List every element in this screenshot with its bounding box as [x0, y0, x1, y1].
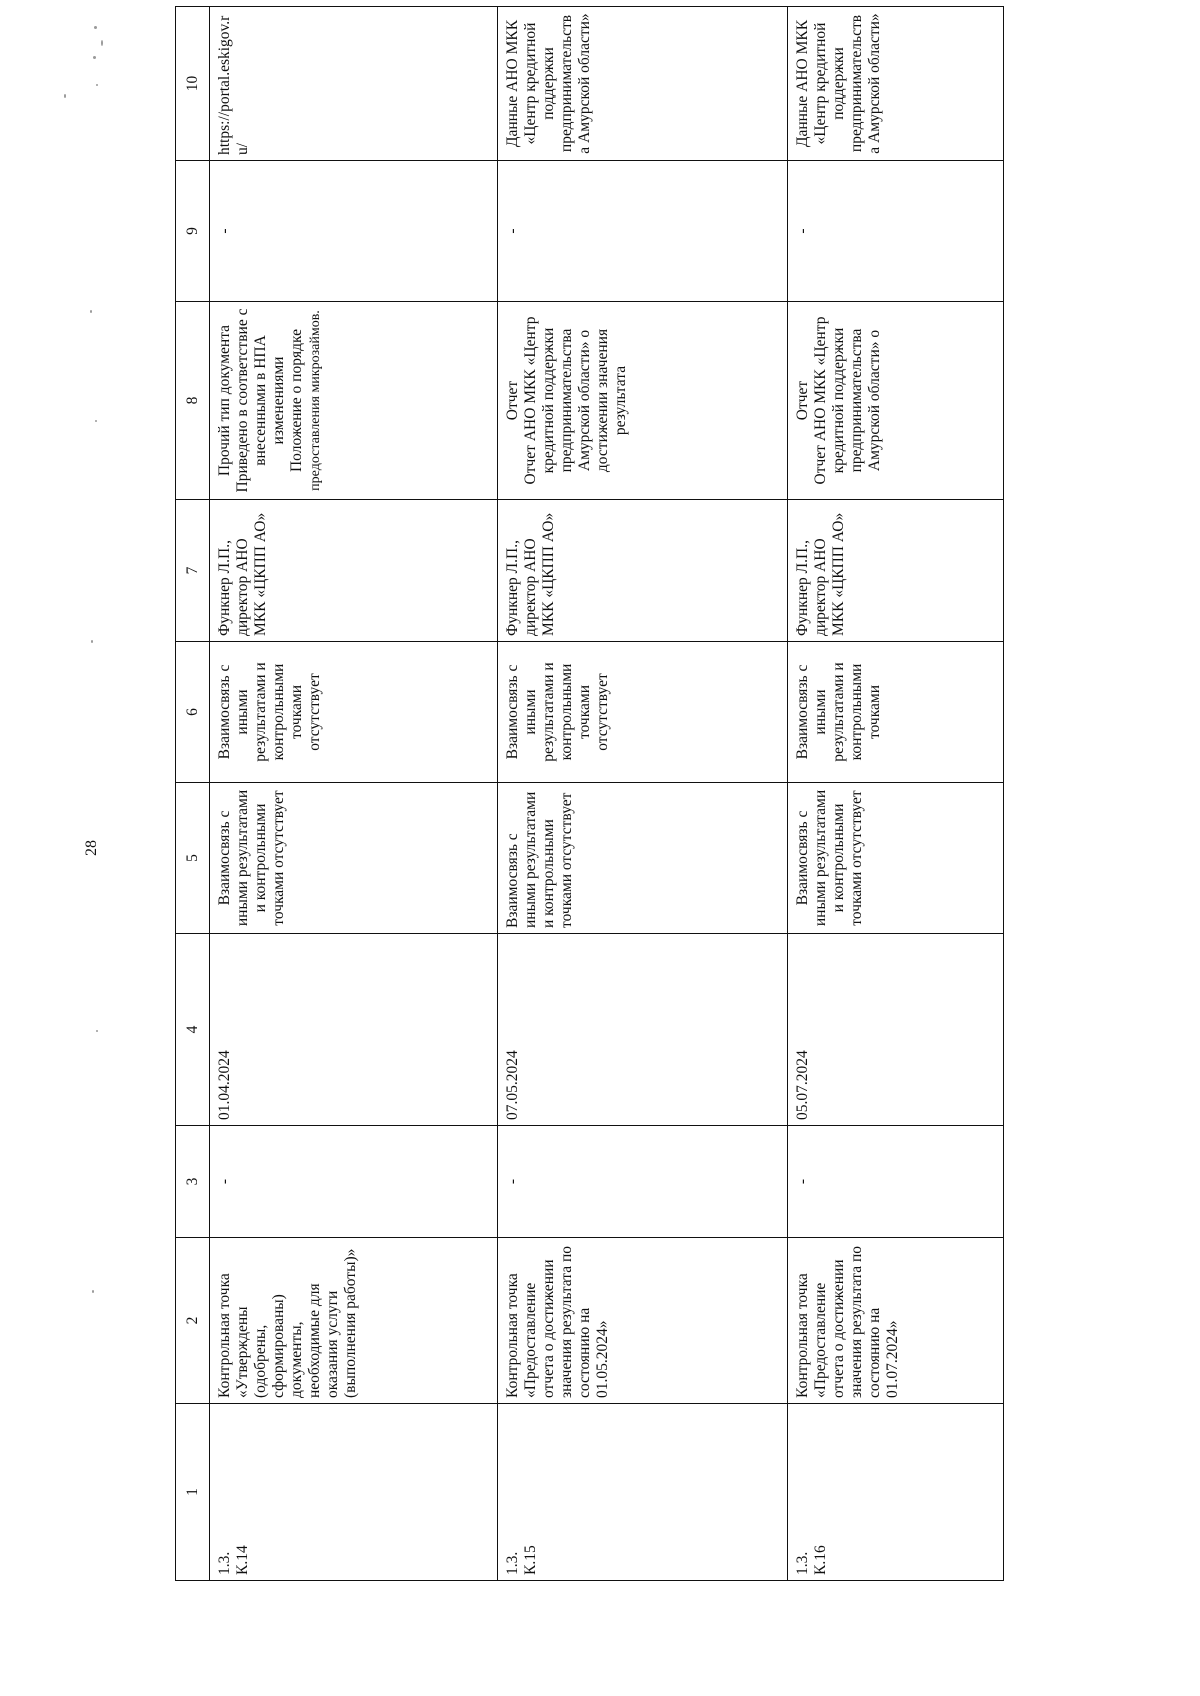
rotated-table-wrapper — [175, 13, 1003, 1581]
column-header: 4 — [176, 934, 210, 1126]
column-header: 9 — [176, 161, 210, 302]
cell-document: Отчет Отчет АНО МКК «Центр кредитной поддержки предпринимательства Амурской области» о достижении значения результата — [498, 302, 788, 500]
cell-responsible: Функнер Л.П., директор АНО МКК «ЦКПП АО» — [498, 500, 788, 642]
cell-name: Контрольная точка «Утверждены (одобрены, сформированы) документы, необходимые для оказания услуги (выполнения работы)» — [210, 1238, 498, 1404]
column-header: 3 — [176, 1126, 210, 1238]
cell-number: 1.3. К.15 — [498, 1404, 788, 1581]
column-header: 2 — [176, 1238, 210, 1404]
column-header: 5 — [176, 783, 210, 934]
table-row — [788, 7, 1004, 1581]
column-header: 10 — [176, 7, 210, 161]
table-row — [498, 7, 788, 1581]
cell-relation: Взаимосвязь с иными результатами и контрольными точками отсутствует — [210, 783, 498, 934]
cell-relation: Взаимосвязь с иными результатами и контрольными точками отсутствует — [498, 783, 788, 934]
cell-source: https://portal.eskigov.ru/ — [210, 7, 498, 161]
cell-name: Контрольная точка «Предоставление отчета о достижении значения результата по состоянию на 01.07.2024» — [788, 1238, 1004, 1404]
column-header: 7 — [176, 500, 210, 642]
cell-name: Контрольная точка «Предоставление отчета о достижении значения результата по состоянию на 01.05.2024» — [498, 1238, 788, 1404]
document-tail: предоставления микрозаймов. — [308, 310, 323, 491]
cell-col9: - — [788, 161, 1004, 302]
cell-date: 05.07.2024 — [788, 934, 1004, 1126]
cell-col3: - — [498, 1126, 788, 1238]
cell-col9: - — [210, 161, 498, 302]
cell-col3: - — [210, 1126, 498, 1238]
cell-date: 01.04.2024 — [210, 934, 498, 1126]
column-header: 1 — [176, 1404, 210, 1581]
cell-col9: - — [498, 161, 788, 302]
cell-relation-alt: Взаимосвязь с иными результатами и контрольными точками — [788, 642, 1004, 783]
table-frame — [175, 13, 1003, 1581]
cell-number: 1.3. К.16 — [788, 1404, 1004, 1581]
cell-number: 1.3. К.14 — [210, 1404, 498, 1581]
header-row — [176, 7, 210, 1581]
cell-date: 07.05.2024 — [498, 934, 788, 1126]
cell-relation-alt: Взаимосвязь с иными результатами и контрольными точками отсутствует — [498, 642, 788, 783]
cell-source: Данные АНО МКК «Центр кредитной поддержки предпринимательства Амурской области» — [788, 7, 1004, 161]
column-header: 8 — [176, 302, 210, 500]
column-header: 6 — [176, 642, 210, 783]
control-points-table — [175, 6, 1004, 1581]
cell-relation: Взаимосвязь с иными результатами и контрольными точками отсутствует — [788, 783, 1004, 934]
cell-document: Прочий тип документа Приведено в соответствие с внесенными в НПА изменениями Положение о порядке предоставления микрозаймов. — [210, 302, 498, 500]
cell-document: Отчет Отчет АНО МКК «Центр кредитной поддержки предпринимательства Амурской области» о — [788, 302, 1004, 500]
cell-source: Данные АНО МКК «Центр кредитной поддержки предпринимательства Амурской области» — [498, 7, 788, 161]
cell-responsible: Функнер Л.П., директор АНО МКК «ЦКПП АО» — [788, 500, 1004, 642]
cell-relation-alt: Взаимосвязь с иными результатами и контрольными точками отсутствует — [210, 642, 498, 783]
cell-responsible: Функнер Л.П., директор АНО МКК «ЦКПП АО» — [210, 500, 498, 642]
page-number: 28 — [83, 840, 100, 856]
table-row — [210, 7, 498, 1581]
cell-col3: - — [788, 1126, 1004, 1238]
